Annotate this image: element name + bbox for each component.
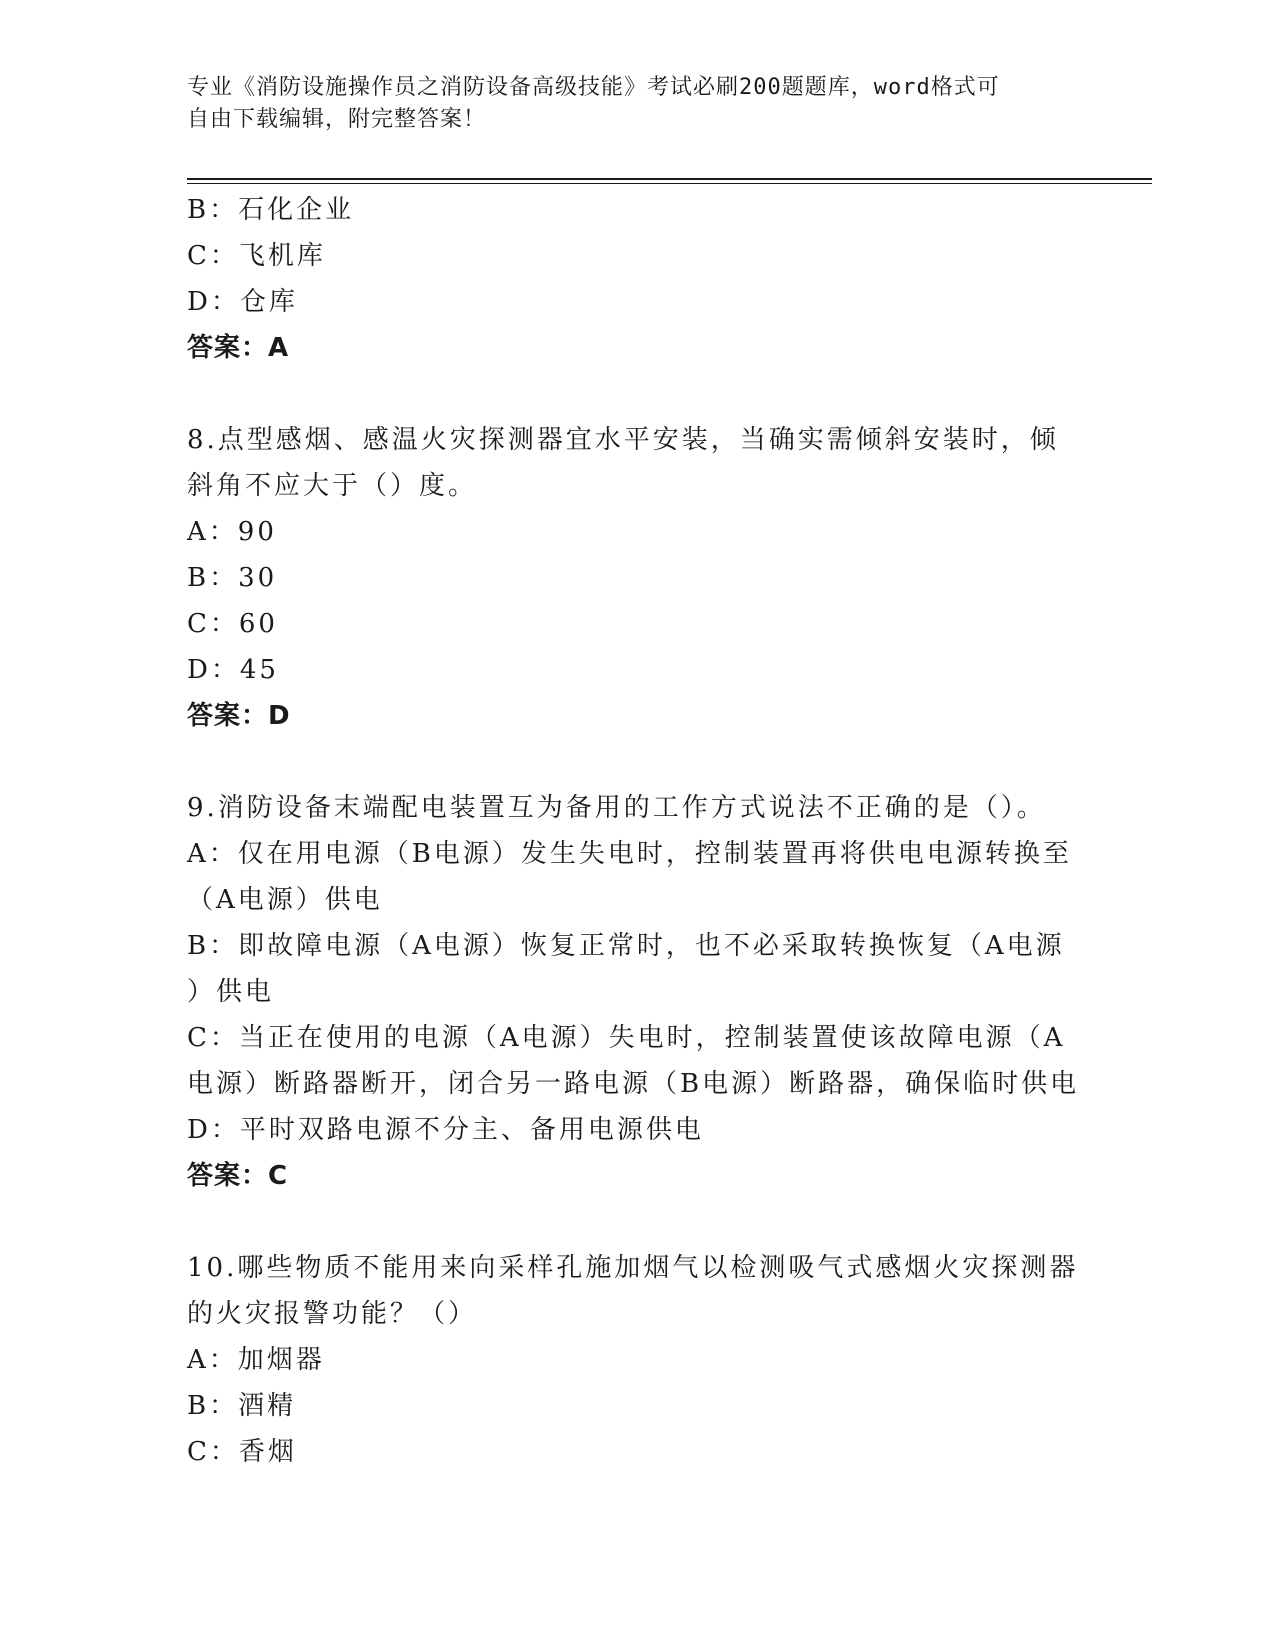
question-list (187, 187, 1087, 1475)
question-title: 9.消防设备末端配电装置互为备用的工作方式说法不正确的是（）。 (187, 793, 1046, 823)
question-9 (187, 785, 1087, 1199)
option-b: B：石化企业 (187, 195, 355, 225)
question-title-cont: 斜角不应大于（）度。 (187, 471, 478, 501)
option-c-cont: 电源）断路器断开，闭合另一路电源（B电源）断路器，确保临时供电 (187, 1069, 1080, 1099)
option-d: D：仓库 (187, 287, 298, 317)
option-a-cont: （A电源）供电 (187, 885, 383, 915)
option-b-cont: ）供电 (187, 977, 275, 1007)
header-divider-thick (187, 178, 1152, 180)
option-d: D：平时双路电源不分主、备用电源供电 (187, 1115, 704, 1145)
option-c: C：当正在使用的电源（A电源）失电时，控制装置使该故障电源（A (187, 1023, 1066, 1053)
option-b: B：30 (187, 563, 278, 593)
header-line-2: 自由下载编辑，附完整答案！ (187, 107, 487, 132)
option-c: C：60 (187, 609, 278, 639)
option-b: B：即故障电源（A电源）恢复正常时，也不必采取转换恢复（A电源 (187, 931, 1065, 961)
header-line-1: 专业《消防设施操作员之消防设备高级技能》考试必刷200题题库，word格式可 (187, 75, 1000, 100)
question-8 (187, 417, 1087, 739)
option-a: A：加烟器 (187, 1345, 325, 1375)
question-10 (187, 1245, 1087, 1475)
answer-line: 答案：A (187, 333, 290, 363)
option-a: A：仅在用电源（B电源）发生失电时，控制装置再将供电电源转换至 (187, 839, 1072, 869)
answer-line: 答案：D (187, 701, 291, 731)
document-header (187, 72, 1067, 136)
option-c: C：香烟 (187, 1437, 297, 1467)
question-gap (187, 1199, 1087, 1245)
question-title: 10.哪些物质不能用来向采样孔施加烟气以检测吸气式感烟火灾探测器 (187, 1253, 1079, 1283)
option-a: A：90 (187, 517, 277, 547)
question-gap (187, 371, 1087, 417)
answer-line: 答案：C (187, 1161, 289, 1191)
option-c: C：飞机库 (187, 241, 326, 271)
header-divider-thin (187, 183, 1152, 184)
question-gap (187, 739, 1087, 785)
question-title-cont: 的火灾报警功能？（） (187, 1299, 478, 1329)
prev-question (187, 187, 1087, 371)
question-title: 8.点型感烟、感温火灾探测器宜水平安装，当确实需倾斜安装时，倾 (187, 425, 1059, 455)
option-d: D：45 (187, 655, 279, 685)
option-b: B：酒精 (187, 1391, 297, 1421)
